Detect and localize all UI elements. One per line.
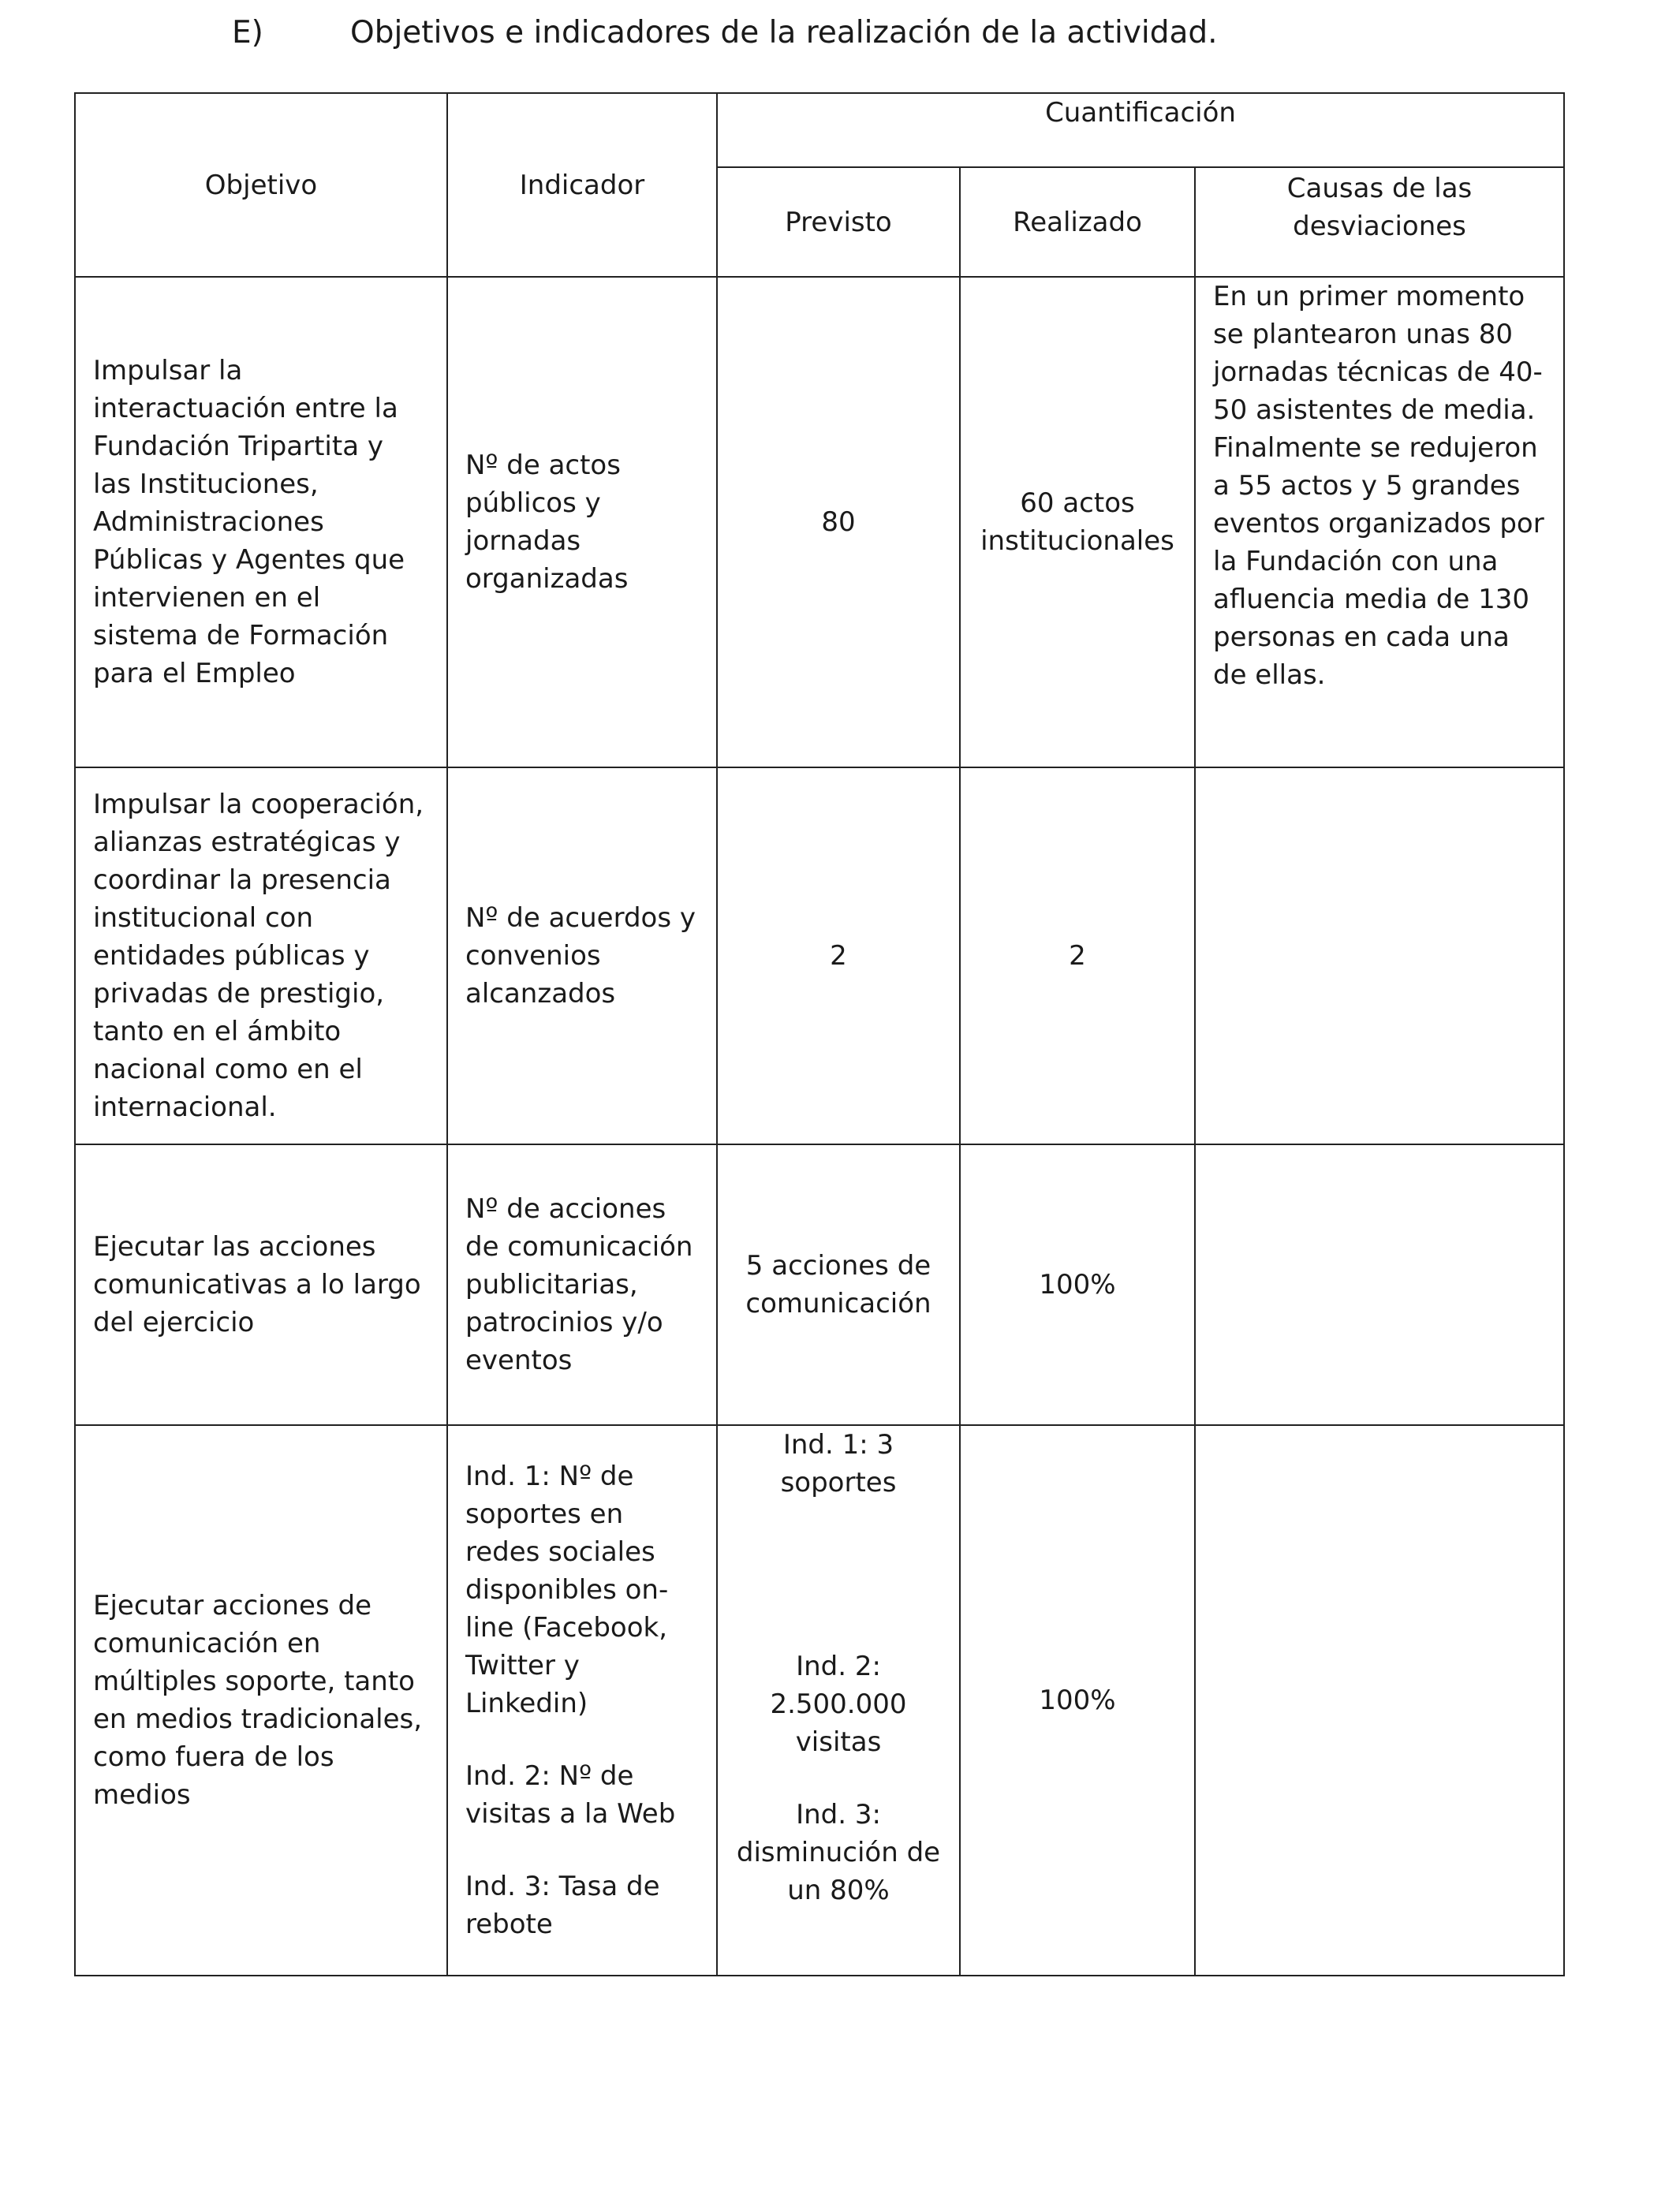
header-cuantificacion: Cuantificación <box>717 93 1564 167</box>
row-objetivo: Ejecutar acciones de comunicación en múltiples soporte, tanto en medios tradicionales, como fuera de los medios <box>75 1425 447 1976</box>
previsto-1: Ind. 1: 3 soportes <box>780 1429 897 1498</box>
row-realizado: 60 actos institucionales <box>960 277 1195 767</box>
header-previsto: Previsto <box>717 167 960 277</box>
indicator-1: Ind. 1: Nº de soportes en redes sociales disponibles on-line (Facebook, Twitter y Linkedin) <box>465 1461 669 1719</box>
section-letter: E) <box>232 15 263 50</box>
row-objetivo: Impulsar la cooperación, alianzas estratégicas y coordinar la presencia institucional con entidades públicas y privadas de prestigio, tanto en el ámbito nacional como en el internacional. <box>75 767 447 1144</box>
row-previsto: 80 <box>717 277 960 767</box>
header-objetivo: Objetivo <box>75 93 447 277</box>
row-realizado: 100% <box>960 1425 1195 1976</box>
row-indicador <box>447 1425 717 1976</box>
row-indicador: Nº de actos públicos y jornadas organizadas <box>447 277 717 767</box>
row-indicador: Nº de acciones de comunicación publicitarias, patrocinios y/o eventos <box>447 1144 717 1425</box>
row-causas <box>1195 767 1564 1144</box>
table-row <box>75 1425 1564 1976</box>
table-row <box>75 767 1564 1144</box>
row-previsto <box>717 1425 960 1976</box>
objectives-table <box>74 92 1565 1976</box>
indicator-2: Ind. 2: Nº de visitas a la Web <box>465 1760 676 1830</box>
header-causas: Causas de las desviaciones <box>1195 167 1564 277</box>
row-causas <box>1195 1425 1564 1976</box>
row-previsto: 5 acciones de comunicación <box>717 1144 960 1425</box>
row-causas: En un primer momento se plantearon unas 80 jornadas técnicas de 40-50 asistentes de media. Finalmente se redujeron a 55 actos y 5 grandes eventos organizados por la Fundación con una afluencia media de 130 personas en cada una de ellas. <box>1195 277 1564 767</box>
indicator-3: Ind. 3: Tasa de rebote <box>465 1871 660 1940</box>
header-row-top <box>75 93 1564 167</box>
previsto-2: Ind. 2: 2.500.000 visitas <box>770 1651 907 1758</box>
row-objetivo: Ejecutar las acciones comunicativas a lo largo del ejercicio <box>75 1144 447 1425</box>
header-realizado: Realizado <box>960 167 1195 277</box>
row-previsto: 2 <box>717 767 960 1144</box>
section-heading <box>232 11 1218 55</box>
row-realizado: 2 <box>960 767 1195 1144</box>
row-objetivo: Impulsar la interactuación entre la Fundación Tripartita y las Instituciones, Administraciones Públicas y Agentes que intervienen en el sistema de Formación para el Empleo <box>75 277 447 767</box>
row-realizado: 100% <box>960 1144 1195 1425</box>
row-indicador: Nº de acuerdos y convenios alcanzados <box>447 767 717 1144</box>
section-title: Objetivos e indicadores de la realización de la actividad. <box>350 15 1218 50</box>
table-row <box>75 277 1564 767</box>
table-row <box>75 1144 1564 1425</box>
row-causas <box>1195 1144 1564 1425</box>
header-indicador: Indicador <box>447 93 717 277</box>
previsto-3: Ind. 3: disminución de un 80% <box>736 1799 941 1906</box>
